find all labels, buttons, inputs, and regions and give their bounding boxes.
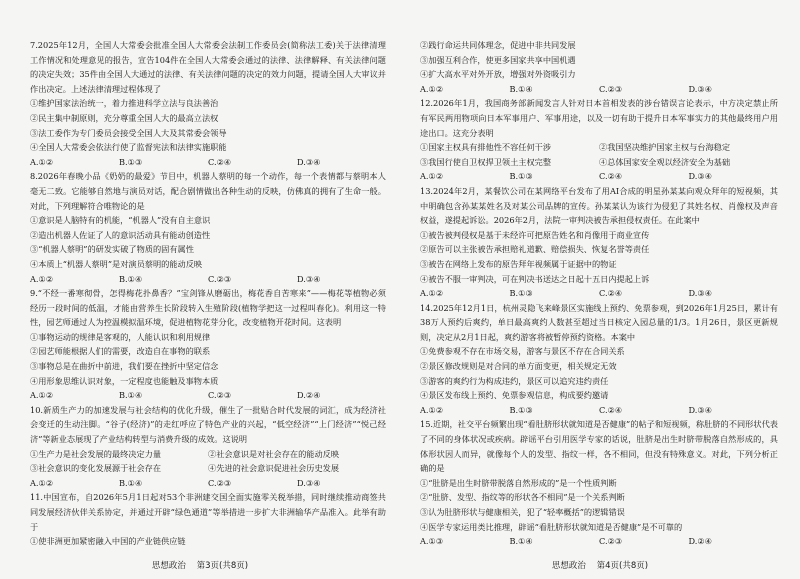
answer-choices xyxy=(420,82,778,97)
answer-c: C.②③ xyxy=(208,390,232,401)
question-stem: 11.中国宣布，自2026年5月1日起对53个非洲建交国全面实施零关税举措，同时继续推动商签共同发展经济伙伴关系协定，并通过开辟“绿色通道”等举措进一步扩大非洲输华产品准入。此举有助于 xyxy=(30,492,386,532)
answer-a: A.①② xyxy=(30,273,54,284)
question-stem: 15.近期，社交平台频繁出现“看肚脐形状就知道是否健康”的帖子和短视频，称肚脐的不同形状代表了不同的身体状况或疾病。辟谣平台引用医学专家的话说，肚脐是出生时脐带脱落自然形成的，具体形状因人而异，就像每个人的发型、指纹一样，各不相同，但没有特殊意义。对此，下列分析正确的是 xyxy=(420,419,778,474)
answer-a: A.①② xyxy=(420,171,444,182)
question-stem: 10.新质生产力的加速发展与社会结构的优化升级，催生了一批贴合时代发展的词汇，成为经济社会变迁的生动注脚。“谷子(经济)”的走红呼应了特色产业的兴起，“低空经济”“上门经济”“悦己经济”等新业态展现了产业结构转型与消费升级的成效。这说明 xyxy=(30,404,386,445)
question-11-continued xyxy=(420,38,778,96)
option: ②园艺师能根据人们的需要，改造自在事物的联系 xyxy=(30,346,211,357)
answer-b: B.①④ xyxy=(509,536,533,547)
option-row xyxy=(30,447,386,462)
answer-choices xyxy=(30,388,386,403)
option: ③我国行使自卫权捍卫领土主权完整 xyxy=(420,156,552,167)
answer-choices xyxy=(420,534,778,549)
answer-c: C.②③ xyxy=(208,477,232,488)
question-stem: 9.“不经一番寒彻骨，怎得梅花扑鼻香？”宝剑锋从磨砺出，梅花香自苦寒来”——梅花等植物必须经历一段时间的低温，才能由营养生长阶段转入生殖阶段(植物学把这一过程叫春化)。利用这一特性，园艺师通过人为控温模拟温环境，促进植物花芽分化，改变植物开花时间。这表明 xyxy=(30,288,386,328)
answer-d: D.③④ xyxy=(688,83,713,94)
option: ③社会意识的变化发展源于社会存在 xyxy=(30,463,162,474)
option: ②民主集中制原则，充分尊重全国人大的最高立法权 xyxy=(30,112,219,123)
answer-choices xyxy=(420,286,778,301)
answer-b: B.①④ xyxy=(119,477,143,488)
question-stem: 14.2025年12月1日，杭州灵隐飞来峰景区实施线上预约、免票参观，到2026年1月25日，累计有38万人预约后爽约，单日最高爽约人数甚至超过当日核定入园总量的1/3。1月26日，景区更新规则，决定从2月1日起，爽约游客将被暂停预约资格。本案中 xyxy=(420,302,778,342)
answer-c: C.②④ xyxy=(599,171,623,182)
answer-b: B.①③ xyxy=(509,288,533,299)
option: ①生产力是社会发展的最终决定力量 xyxy=(30,448,162,459)
question-12 xyxy=(420,96,778,184)
answer-a: A.①② xyxy=(30,477,54,488)
question-stem: 13.2024年2月，某餐饮公司在某网络平台发布了用AI合成的明星孙某某向观众拜年的短视频，其中明确包含孙某某姓名及对某公司品牌的宣传。孙某某认为该行为侵犯了其姓名权、肖像权及声音权益，遂提起诉讼。2026年2月，法院一审判决被告承担侵权责任。在此案中 xyxy=(420,185,778,226)
answer-d: D.③④ xyxy=(297,273,321,284)
option: ①意识是人脑特有的机能，“机器人”没有自主意识 xyxy=(30,215,211,226)
question-stem: 8.2026年春晚小品《奶奶的最爱》节目中，机器人蔡明的每一个动作，每一个表情都与蔡明本人毫无二致。它能够自然地与演员对话，配合剧情做出各种生动的反映，仿佛真的拥有了生命一般。对此，下列理解符合唯物论的是 xyxy=(30,171,386,211)
answer-c: C.②③ xyxy=(208,273,232,284)
footer-page-number: 第4页(共8页) xyxy=(596,561,649,571)
question-15 xyxy=(420,417,778,548)
option: ②我国坚决维护国家主权与台海稳定 xyxy=(599,142,731,153)
answer-c: C.②④ xyxy=(599,288,623,299)
answer-b: B.①④ xyxy=(509,83,533,94)
option: ①国家主权具有排他性不容任何干涉 xyxy=(420,142,552,153)
answer-b: B.①③ xyxy=(509,171,533,182)
answer-c: C.②④ xyxy=(599,404,623,415)
question-stem: 12.2026年1月，我国商务部新闻发言人针对日本首相发表的涉台错误言论表示，中方决定禁止所有军民两用物项向日本军事用户、军事用途，以及一切有助于提升日本军事实力的其他最终用户用途出口。这充分表明 xyxy=(420,98,778,138)
answer-d: D.②④ xyxy=(688,536,713,547)
footer-page-number: 第3页(共8页) xyxy=(196,561,249,571)
answer-c: C.②③ xyxy=(599,83,623,94)
option: ①维护国家法治统一，着力推进科学立法与良法善治 xyxy=(30,98,219,109)
answer-a: A.①② xyxy=(420,404,444,415)
answer-c: C.②④ xyxy=(208,156,232,167)
option: ④扩大高水平对外开放，增强对外资吸引力 xyxy=(420,69,576,80)
answer-a: A.①③ xyxy=(420,536,444,547)
option: ③事物总是在曲折中前进，我们要在挫折中坚定信念 xyxy=(30,361,219,372)
question-7 xyxy=(30,38,386,169)
answer-choices xyxy=(420,169,778,184)
option: ④总体国家安全观以经济安全为基础 xyxy=(599,156,731,167)
answer-a: A.①② xyxy=(30,156,54,167)
option-row xyxy=(420,140,778,155)
answer-a: A.①② xyxy=(420,288,444,299)
answer-d: D.③④ xyxy=(688,404,713,415)
right-page xyxy=(400,0,800,579)
question-13 xyxy=(420,184,778,301)
option: ①被告被判侵权是基于未经许可把原告姓名和肖像用于商业宣传 xyxy=(420,229,650,240)
answer-b: B.①④ xyxy=(119,390,143,401)
option: ③被告在网络上发布的原告拜年视频属于证据中的物证 xyxy=(420,258,617,269)
option: ②践行命运共同体理念，促进中非共同发展 xyxy=(420,40,576,50)
option: ②社会意识是对社会存在的能动反映 xyxy=(208,448,340,459)
option: ③认为肚脐形状与健康相关，犯了“轻率概括”的逻辑错误 xyxy=(420,507,625,517)
answer-d: D.③④ xyxy=(297,156,321,167)
option: ④全国人大常委会依法行使了监督宪法和法律实施职能 xyxy=(30,142,227,153)
page-footer xyxy=(0,559,400,571)
question-stem: 7.2025年12月，全国人大常委会批准全国人大常委会法制工作委员会(简称法工委)关于法律清理工作情况和处理意见的报告，宣告104件在全国人大常委会通过的法律、法律解释、有关法律问题的决定失效；35件由全国人大通过的法律、有关法律问题的决定的效力问题，提请全国人大审议并作出决定。上述法律清理过程体现了 xyxy=(30,40,386,94)
answer-choices xyxy=(30,272,386,287)
option: ③游客的爽约行为构成违约，景区可以追究违约责任 xyxy=(420,375,609,386)
option: ①免费参观不存在市场交易，游客与景区不存在合同关系 xyxy=(420,346,625,357)
answer-b: B.①③ xyxy=(509,404,533,415)
answer-d: D.③④ xyxy=(297,477,321,488)
answer-choices xyxy=(420,403,778,418)
answer-choices xyxy=(30,476,386,491)
answer-choices xyxy=(30,155,386,170)
option: ①“肚脐是出生时脐带脱落自然形成的”是一个性质判断 xyxy=(420,477,617,488)
answer-a: A.①② xyxy=(420,83,444,94)
option: ④用形象思维认识对象，一定程度也能触及事物本质 xyxy=(30,375,219,386)
option-row xyxy=(30,461,386,476)
option: ②造出机器人佐证了人的意识活动具有能动创造性 xyxy=(30,229,211,240)
option: ③加强互利合作，使更多国家共享中国机遇 xyxy=(420,54,576,65)
option: ②景区修改规则是对合同的单方面变更，相关规定无效 xyxy=(420,361,617,372)
answer-c: C.②③ xyxy=(599,536,623,547)
answer-d: D.③④ xyxy=(688,171,713,182)
footer-subject: 思想政治 xyxy=(551,561,586,571)
answer-b: B.①④ xyxy=(119,273,143,284)
answer-a: A.①② xyxy=(30,390,54,401)
question-10 xyxy=(30,403,386,491)
option: ③法工委作为专门委员会接受全国人大及其常委会领导 xyxy=(30,127,227,138)
option: ④先进的社会意识促进社会历史发展 xyxy=(208,463,340,474)
option: ①使非洲更加紧密融入中国的产业链供应链 xyxy=(30,536,186,547)
option: ③“机器人蔡明”的研发实破了物质的固有属性 xyxy=(30,244,194,255)
option: ④被告不服一审判决，可在判决书送达之日起十五日内提起上诉 xyxy=(420,273,650,284)
option: ②原告可以主张被告承担赔礼道歉、赔偿损失、恢复名誉等责任 xyxy=(420,244,650,255)
page-footer xyxy=(400,559,800,571)
option: ②“肚脐、发型、指纹等的形状各不相同”是一个关系判断 xyxy=(420,492,625,503)
option-row xyxy=(420,155,778,170)
answer-d: D.②④ xyxy=(297,390,321,401)
answer-b: B.①③ xyxy=(119,156,143,167)
question-11 xyxy=(30,490,386,548)
option: ④医学专家运用类比推理，辟谣“看肚脐形状就知道是否健康”是不可靠的 xyxy=(420,521,683,532)
option: ④景区发布线上预约、免票参观信息，构成要约邀请 xyxy=(420,390,609,401)
question-8 xyxy=(30,169,386,286)
footer-subject: 思想政治 xyxy=(151,561,186,571)
option: ④本质上“机器人蔡明”是对演员蔡明的能动反映 xyxy=(30,258,203,269)
answer-d: D.③④ xyxy=(688,288,713,299)
question-9 xyxy=(30,286,386,403)
question-14 xyxy=(420,301,778,418)
option: ①事物运动的规律是客观的，人能认识和利用规律 xyxy=(30,331,211,342)
